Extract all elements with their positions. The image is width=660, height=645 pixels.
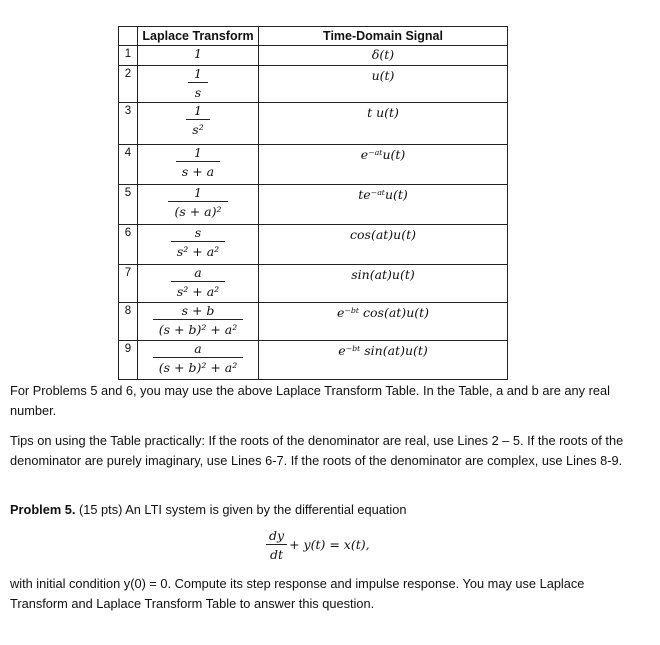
header-time-domain: Time-Domain Signal: [259, 27, 508, 46]
problem-text: (15 pts) An LTI system is given by the differential equation: [75, 502, 407, 517]
time-signal: cos(at)u(t): [350, 227, 416, 242]
fraction-numerator: a: [194, 265, 202, 280]
table-row: [119, 103, 508, 145]
laplace-fraction: [168, 185, 227, 220]
fraction-denominator: s² + a²: [171, 241, 225, 260]
laplace-fraction: [153, 341, 244, 376]
row-number: 9: [119, 341, 138, 380]
fraction-numerator: 1: [194, 185, 202, 200]
time-signal: e⁻ᵇᵗ sin(at)u(t): [338, 343, 428, 358]
laplace-fraction: [171, 265, 225, 300]
row-number: 1: [119, 46, 138, 66]
fraction-denominator: (s + a)²: [168, 201, 227, 220]
table-header-row: [119, 27, 508, 46]
fraction-numerator: 1: [194, 145, 202, 160]
header-laplace: Laplace Transform: [138, 27, 259, 46]
fraction-numerator: a: [194, 341, 202, 356]
fraction-denominator: (s + b)² + a²: [153, 357, 244, 376]
problem-instructions: with initial condition y(0) = 0. Compute its step response and impulse response. You may use Laplace Transform and Laplace Transform Table to answer this question.: [10, 576, 585, 611]
laplace-fraction: [176, 145, 220, 180]
time-signal: te⁻ᵃᵗu(t): [358, 187, 408, 202]
header-index: [119, 27, 138, 46]
laplace-fraction: [153, 303, 244, 338]
table-row: [119, 46, 508, 66]
problem-statement: [10, 500, 640, 520]
fraction-denominator: s²: [186, 119, 209, 138]
derivative-denominator: dt: [266, 544, 287, 563]
intro-paragraph: For Problems 5 and 6, you may use the above Laplace Transform Table. In the Table, a and b are any real number.: [10, 383, 610, 418]
row-number: 3: [119, 103, 138, 145]
table-row: [119, 225, 508, 265]
differential-equation: [266, 528, 370, 563]
time-signal: u(t): [371, 68, 395, 83]
time-signal: e⁻ᵇᵗ cos(at)u(t): [336, 305, 430, 320]
fraction-denominator: s: [188, 82, 208, 101]
table-row: [119, 303, 508, 341]
time-signal: sin(at)u(t): [351, 267, 415, 282]
table-row: [119, 185, 508, 225]
fraction-denominator: s² + a²: [171, 281, 225, 300]
fraction-numerator: 1: [194, 66, 202, 81]
laplace-fraction: [171, 225, 225, 260]
laplace-expr: 1: [194, 46, 202, 61]
fraction-denominator: (s + b)² + a²: [153, 319, 244, 338]
fraction-numerator: 1: [194, 103, 202, 118]
laplace-fraction: [188, 66, 208, 101]
table-row: [119, 66, 508, 103]
row-number: 8: [119, 303, 138, 341]
problem-label: Problem 5.: [10, 502, 76, 517]
fraction-numerator: s + b: [181, 303, 215, 318]
time-signal: e⁻ᵃᵗu(t): [360, 147, 406, 162]
row-number: 2: [119, 66, 138, 103]
row-number: 6: [119, 225, 138, 265]
derivative-numerator: dy: [269, 528, 285, 543]
tips-paragraph: Tips on using the Table practically: If the roots of the denominator are real, use Lines 2 – 5. If the roots of the denominator are purely imaginary, use Lines 6-7. If the roots of the denominator are complex, use Lines 8-9.: [10, 433, 624, 468]
table-row: [119, 341, 508, 380]
laplace-fraction: [186, 103, 209, 138]
equation-rest: + y(t) = x(t),: [289, 537, 370, 552]
row-number: 7: [119, 265, 138, 303]
table-row: [119, 145, 508, 185]
time-signal: δ(t): [371, 47, 395, 62]
row-number: 5: [119, 185, 138, 225]
table-row: [119, 265, 508, 303]
derivative-fraction: [266, 528, 287, 563]
laplace-table: [118, 26, 508, 380]
time-signal: t u(t): [367, 105, 399, 120]
fraction-numerator: s: [194, 225, 202, 240]
fraction-denominator: s + a: [176, 161, 220, 180]
row-number: 4: [119, 145, 138, 185]
